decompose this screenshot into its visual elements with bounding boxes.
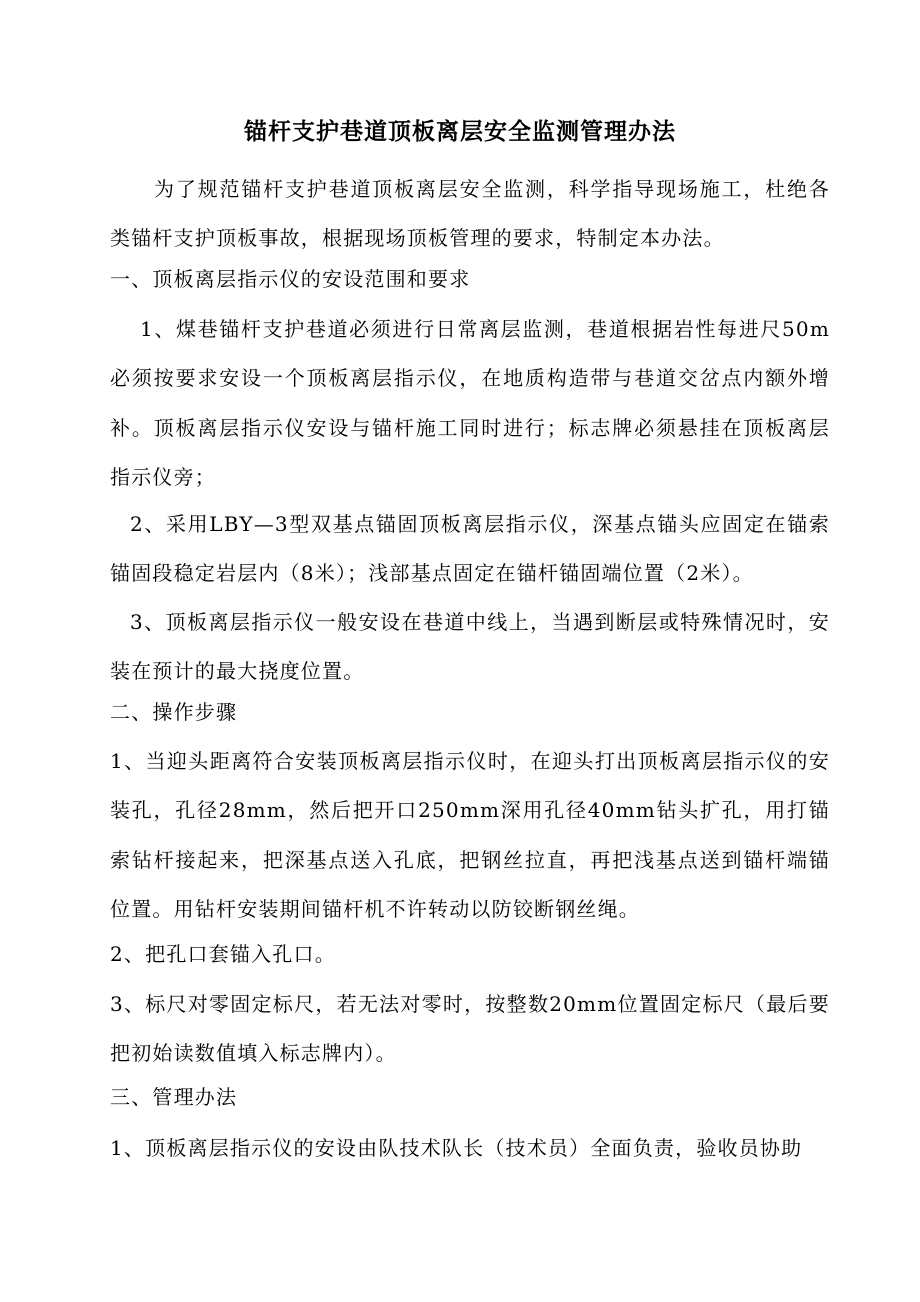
- section3-item-1: 1、顶板离层指示仪的安设由队技术队长（技术员）全面负责，验收员协助: [110, 1136, 803, 1160]
- section1-item-1: 1、煤巷锚杆支护巷道必须进行日常离层监测，巷道根据岩性每进尺50m必须按要求安设一个顶板离层指示仪，在地质构造带与巷道交岔点内额外增补。顶板离层指示仪安设与锚杆施工同时进行；标志牌必须悬挂在顶板离层指示仪旁；: [110, 317, 830, 489]
- section2-item-1: 1、当迎头距离符合安装顶板离层指示仪时，在迎头打出顶板离层指示仪的安装孔，孔径28mm，然后把开口250mm深用孔径40mm钻头扩孔，用打锚索钻杆接起来，把深基点送入孔底，把钢丝拉直，再把浅基点送到锚杆端锚位置。用钻杆安装期间锚杆机不许转动以防铰断钢丝绳。: [110, 749, 830, 921]
- section1-item-2: 2、采用LBY—3型双基点锚固顶板离层指示仪，深基点锚头应固定在锚索锚固段稳定岩层内（8米）；浅部基点固定在锚杆锚固端位置（2米）。: [110, 512, 830, 586]
- intro-paragraph: 为了规范锚杆支护巷道顶板离层安全监测，科学指导现场施工，杜绝各类锚杆支护顶板事故，根据现场顶板管理的要求，特制定本办法。: [110, 177, 830, 251]
- section3-heading: 三、管理办法: [110, 1085, 238, 1109]
- section2-heading: 二、操作步骤: [110, 700, 238, 724]
- section2-item-3: 3、标尺对零固定标尺，若无法对零时，按整数20mm位置固定标尺（最后要把初始读数值填入标志牌内）。: [110, 992, 830, 1066]
- section1-item-3: 3、顶板离层指示仪一般安设在巷道中线上，当遇到断层或特殊情况时，安装在预计的最大挠度位置。: [110, 610, 830, 684]
- section1-heading: 一、顶板离层指示仪的安设范围和要求: [110, 267, 471, 291]
- section2-item-2: 2、把孔口套锚入孔口。: [110, 942, 336, 966]
- document-title: 锚杆支护巷道顶板离层安全监测管理办法: [244, 118, 676, 145]
